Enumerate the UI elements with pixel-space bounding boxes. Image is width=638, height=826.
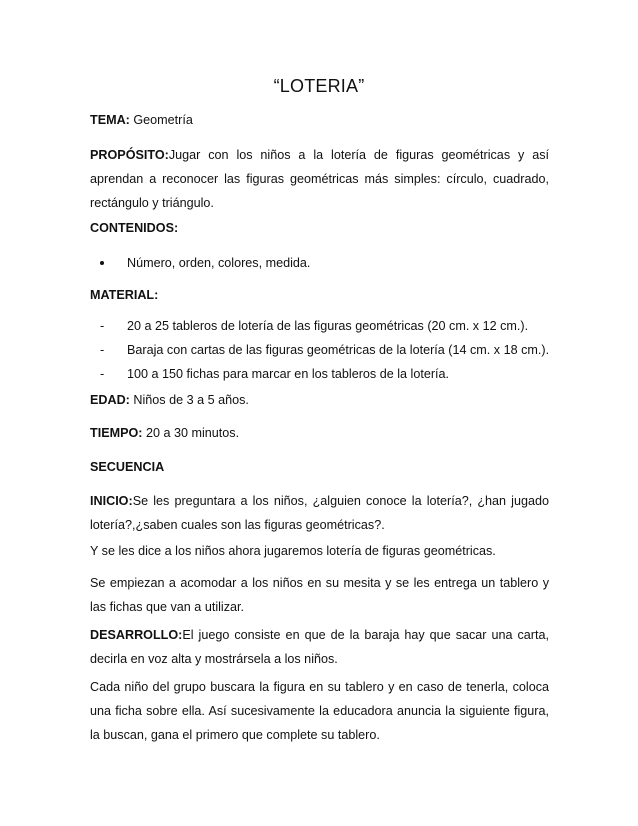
list-item (90, 251, 560, 275)
dash-bullet-icon: - (100, 319, 105, 333)
inicio-text: Se les preguntara a los niños, ¿alguien conoce la lotería?, ¿han jugado lotería?,¿saben cuales son las figuras geométricas?. (90, 494, 549, 532)
edad-label: EDAD: (90, 393, 130, 407)
list-item (90, 338, 560, 362)
body-paragraph-3: Cada niño del grupo buscara la figura en su tablero y en caso de tenerla, coloca una ficha sobre ella. Así sucesivamente la educadora anuncia la siguiente figura, la buscan, gana el primero que complete su tablero. (90, 680, 549, 742)
desarrollo-paragraph (90, 623, 549, 671)
proposito-paragraph (90, 143, 549, 215)
material-heading (90, 283, 549, 307)
tiempo-text: 20 a 30 minutos. (142, 426, 240, 440)
secuencia-label: SECUENCIA (90, 460, 165, 474)
inicio-paragraph (90, 489, 549, 537)
tiempo-label: TIEMPO: (90, 426, 143, 440)
body-paragraph-2: Se empiezan a acomodar a los niños en su mesita y se les entrega un tablero y las fichas que van a utilizar. (90, 576, 549, 614)
tema-line (90, 108, 549, 132)
contenidos-heading (90, 216, 549, 240)
dash-bullet-icon: - (100, 367, 105, 381)
edad-line (90, 388, 549, 412)
desarrollo-text: El juego consiste en que de la baraja hay que sacar una carta, decirla en voz alta y mostrársela a los niños. (90, 628, 549, 666)
list-item (90, 362, 560, 386)
contenidos-label: CONTENIDOS: (90, 221, 179, 235)
desarrollo-label: DESARROLLO: (90, 628, 183, 642)
document-title: “LOTERIA” (273, 76, 365, 96)
dash-bullet-icon: - (100, 343, 105, 357)
list-item (90, 314, 560, 338)
edad-text: Niños de 3 a 5 años. (129, 393, 249, 407)
material-item-text: 100 a 150 fichas para marcar en los tableros de la lotería. (127, 367, 450, 381)
proposito-label: PROPÓSITO: (90, 148, 169, 162)
tema-label: TEMA: (90, 113, 130, 127)
material-label: MATERIAL: (90, 288, 159, 302)
inicio-label: INICIO: (90, 494, 133, 508)
tiempo-line (90, 421, 549, 445)
body-paragraph-1: Y se les dice a los niños ahora jugaremos lotería de figuras geométricas. (90, 544, 496, 558)
material-list (90, 314, 560, 386)
material-item-text: Baraja con cartas de las figuras geométricas de la lotería (14 cm. x 18 cm.). (127, 343, 550, 357)
proposito-text: Jugar con los niños a la lotería de figuras geométricas y así aprendan a reconocer las figuras geométricas más simples: círculo, cuadrado, rectángulo y triángulo. (90, 148, 549, 210)
bullet-dot-icon (100, 251, 104, 275)
material-item-text: 20 a 25 tableros de lotería de las figuras geométricas (20 cm. x 12 cm.). (127, 319, 529, 333)
contenidos-list (90, 251, 560, 275)
tema-text: Geometría (129, 113, 193, 127)
secuencia-heading (90, 455, 549, 479)
contenidos-item-text: Número, orden, colores, medida. (127, 256, 311, 270)
